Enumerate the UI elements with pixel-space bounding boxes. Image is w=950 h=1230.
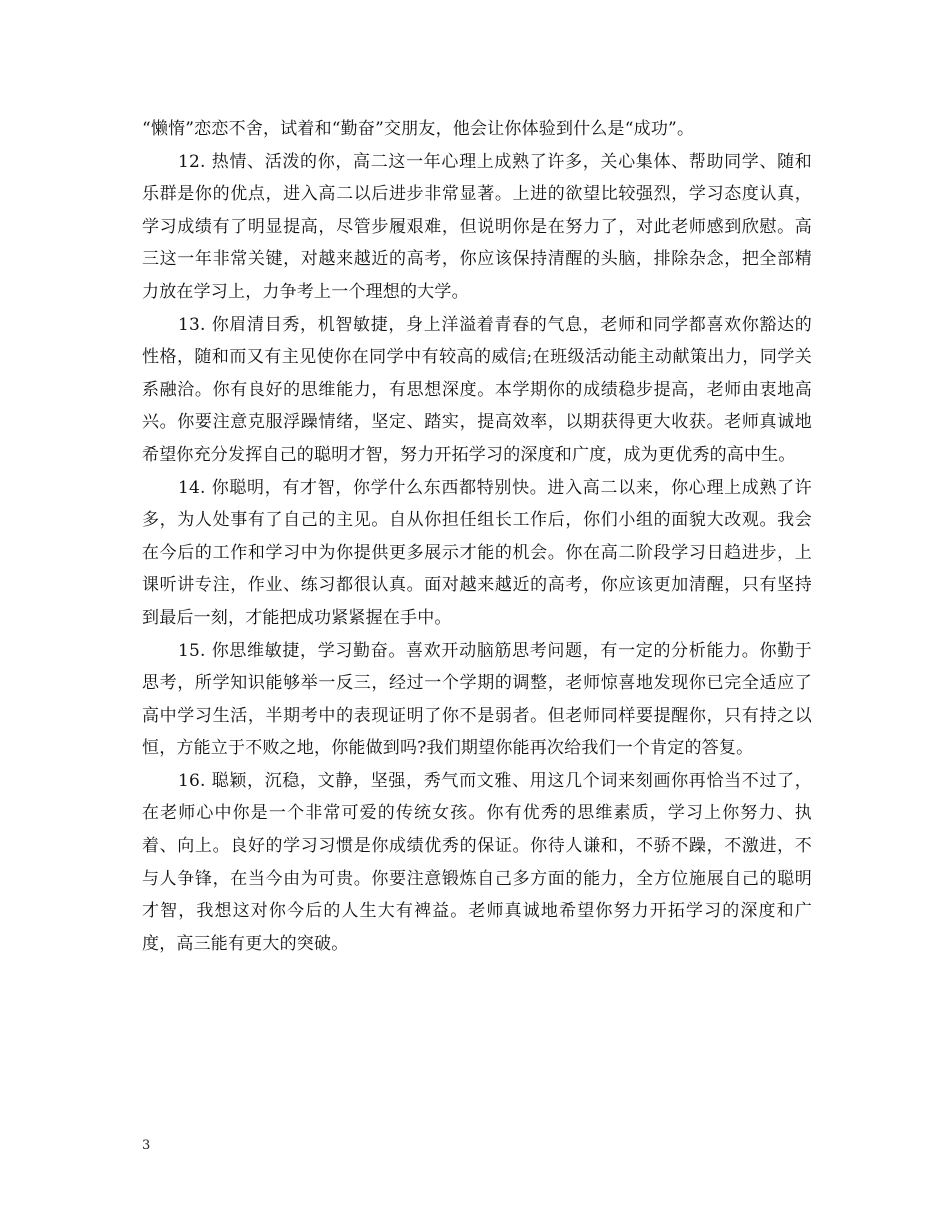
paragraph-comment-14: 14. 你聪明，有才智，你学什么东西都特别快。进入高二以来，你心理上成熟了许多，为人处事有了自己的主见。自从你担任组长工作后，你们小组的面貌大改观。我会在今后的工作和学习中为你提供更多展示才能的机会。你在高二阶段学习日趋进步，上课听讲专注，作业、练习都很认真。面对越来越近的高考，你应该更加清醒，只有坚持到最后一刻，才能把成功紧紧握在手中。: [142, 477, 812, 628]
paragraph-comment-15: 15. 你思维敏捷，学习勤奋。喜欢开动脑筋思考问题，有一定的分析能力。你勤于思考，所学知识能够举一反三，经过一个学期的调整，老师惊喜地发现你已完全适应了高中学习生活，半期考中的表现证明了你不是弱者。但老师同样要提醒你，只有持之以恒，方能立于不败之地，你能做到吗?我们期望你能再次给我们一个肯定的答复。: [142, 640, 812, 759]
document-body: [142, 113, 812, 960]
paragraph-comment-12: 12. 热情、活泼的你，高二这一年心理上成熟了许多，关心集体、帮助同学、随和乐群是你的优点，进入高二以后进步非常显著。上进的欲望比较强烈，学习态度认真，学习成绩有了明显提高，尽管步履艰难，但说明你是在努力了，对此老师感到欣慰。高三这一年非常关键，对越来越近的高考，你应该保持清醒的头脑，排除杂念，把全部精力放在学习上，力争考上一个理想的大学。: [142, 151, 812, 302]
paragraph-comment-16: 16. 聪颖，沉稳，文静，坚强，秀气而文雅、用这几个词来刻画你再恰当不过了，在老师心中你是一个非常可爱的传统女孩。你有优秀的思维素质，学习上你努力、执着、向上。良好的学习习惯是你成绩优秀的保证。你待人谦和，不骄不躁，不激进，不与人争锋，在当今由为可贵。你要注意锻炼自己多方面的能力，全方位施展自己的聪明才智，我想这对你今后的人生大有裨益。老师真诚地希望你努力开拓学习的深度和广度，高三能有更大的突破。: [142, 770, 812, 954]
page-number: 3: [142, 1138, 151, 1153]
paragraph-comment-13: 13. 你眉清目秀，机智敏捷，身上洋溢着青春的气息，老师和同学都喜欢你豁达的性格，随和而又有主见使你在同学中有较高的威信;在班级活动能主动献策出力，同学关系融洽。你有良好的思维能力，有思想深度。本学期你的成绩稳步提高，老师由衷地高兴。你要注意克服浮躁情绪，坚定、踏实，提高效率，以期获得更大收获。老师真诚地希望你充分发挥自己的聪明才智，努力开拓学习的深度和广度，成为更优秀的高中生。: [142, 314, 812, 465]
paragraph-continuation: “懒惰”恋恋不舍，试着和“勤奋”交朋友，他会让你体验到什么是“成功”。: [142, 119, 695, 139]
